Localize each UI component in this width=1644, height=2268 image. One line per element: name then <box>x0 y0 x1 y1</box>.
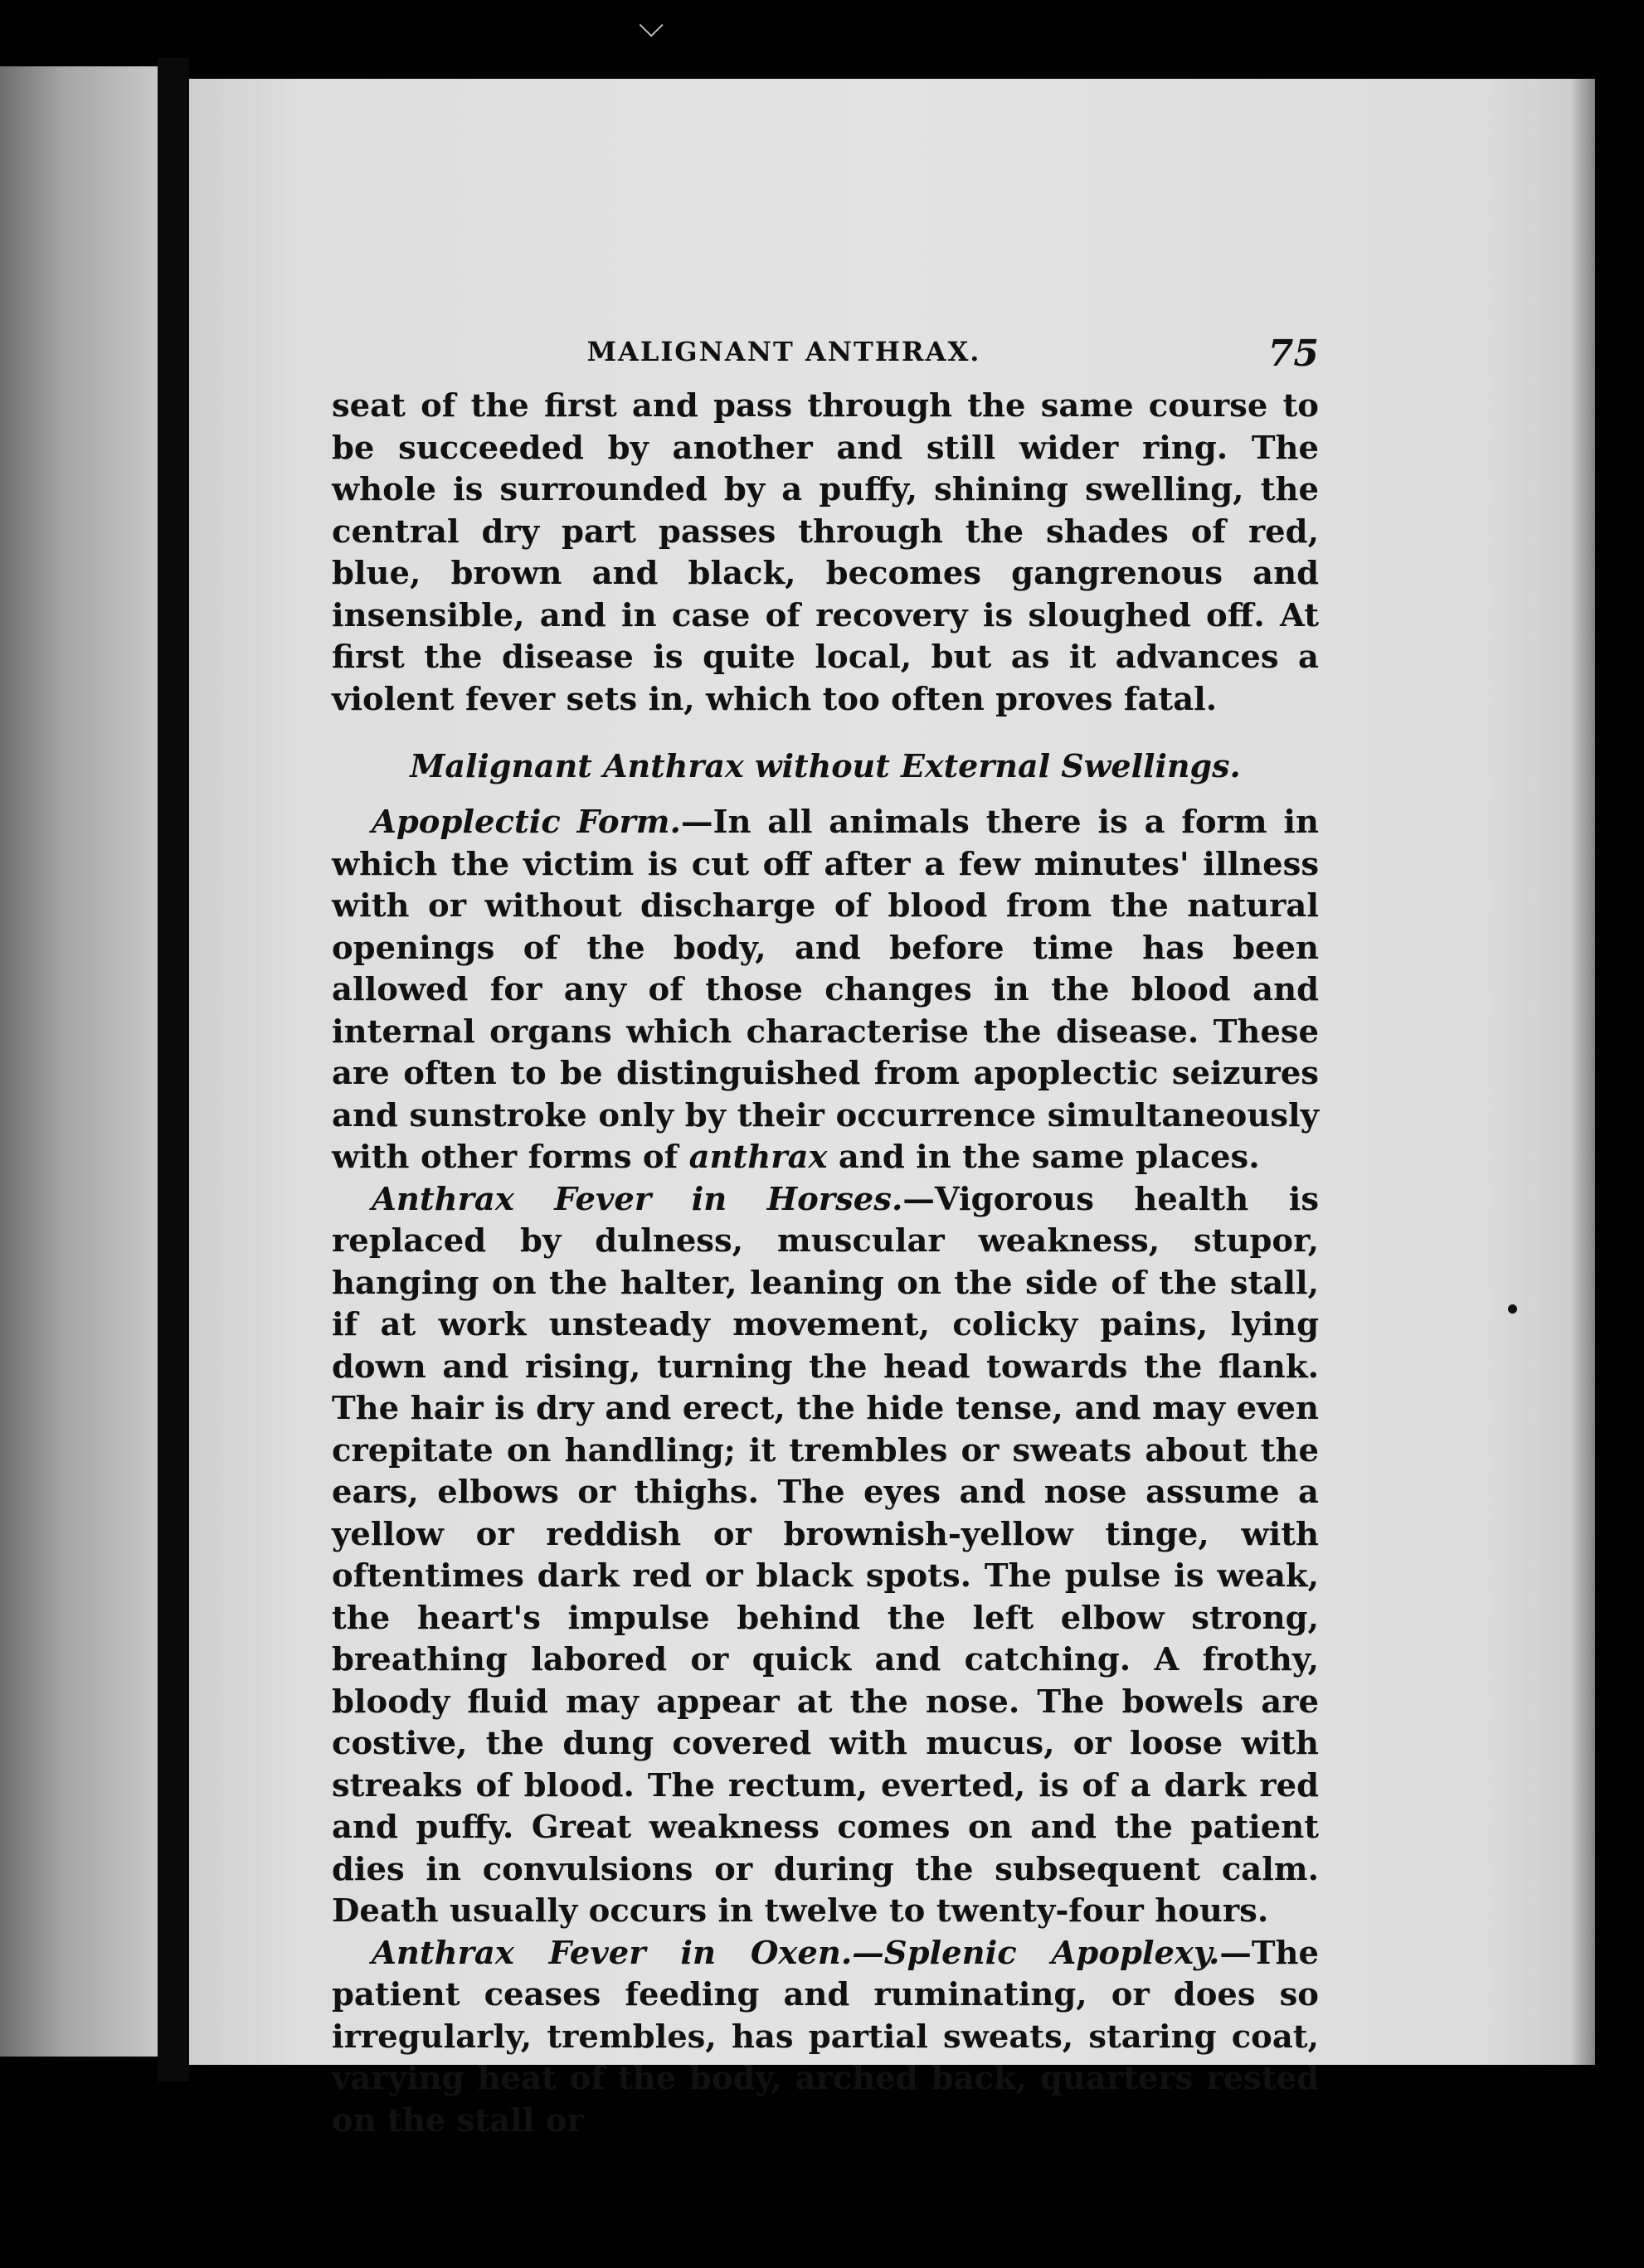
paragraph-continuation: seat of the first and pass through the same course to be succeeded by another and still wider ring. The whole is surrounded by a puffy, shining swelling, the central dry part passes through the shades of red, blue, brown and black, becomes gangrenous and insensible, and in case of recovery is sloughed off. At first the disease is quite local, but as it advances a violent fever sets in, which too often proves fatal. <box>332 387 1319 718</box>
facing-page-edge <box>0 66 158 2057</box>
paragraph-apoplectic-form <box>332 802 1319 1179</box>
paragraph-lead: Anthrax Fever in Oxen.—Splenic Apoplexy. <box>372 1934 1220 1972</box>
paragraph-anthrax-oxen <box>332 1933 1319 2143</box>
paragraph-body: —The patient ceases feeding and ruminating, or does so irregularly, trembles, has partial sweats, staring coat, varying heat of the body, arched back, quarters rested on the stall or <box>332 1934 1319 2139</box>
paragraph-lead: Anthrax Fever in Horses. <box>372 1180 903 1218</box>
paragraph-body: and in the same places. <box>827 1139 1260 1176</box>
running-title: MALIGNANT ANTHRAX. <box>586 336 981 367</box>
page-number: 75 <box>1267 333 1319 375</box>
scan-mark-top: ⌵ <box>639 7 664 45</box>
emphasis-term: anthrax <box>688 1139 828 1176</box>
paragraph-body: —In all animals there is a form in which the victim is cut off after a few minutes' illness with or without discharge of blood from the natural openings of the body, and before time has been allowed for any of those changes in the blood and internal organs which characterise the disease. These are often to be distinguished from apoplectic seizures and sunstroke only by their occurrence simultaneously with other forms of <box>332 804 1319 1176</box>
book-gutter <box>158 58 189 2081</box>
running-head <box>332 333 1319 386</box>
page-text <box>332 333 1319 2142</box>
paragraph-anthrax-horses <box>332 1179 1319 1933</box>
paragraph-lead: Apoplectic Form. <box>372 804 681 841</box>
scan-speck <box>1508 1304 1517 1314</box>
section-heading: Malignant Anthrax without External Swellings. <box>410 747 1241 784</box>
paragraph-body: —Vigorous health is replaced by dulness, muscular weakness, stupor, hanging on the halter, leaning on the side of the stall, if at work unsteady movement, colicky pains, lying down and rising, turning the head towards the flank. The hair is dry and erect, the hide tense, and may even crepitate on handling; it trembles or sweats about the ears, elbows or thighs. The eyes and nose assume a yellow or reddish or brownish-yellow tinge, with oftentimes dark red or black spots. The pulse is weak, the heart's impulse behind the left elbow strong, breathing labored or quick and catching. A frothy, bloody fluid may appear at the nose. The bowels are costive, the dung covered with mucus, or loose with streaks of blood. The rectum, everted, is of a dark red and puffy. Great weakness comes on and the patient dies in convulsions or during the subsequent calm. Death usually occurs in twelve to twenty-four hours. <box>332 1180 1319 1930</box>
